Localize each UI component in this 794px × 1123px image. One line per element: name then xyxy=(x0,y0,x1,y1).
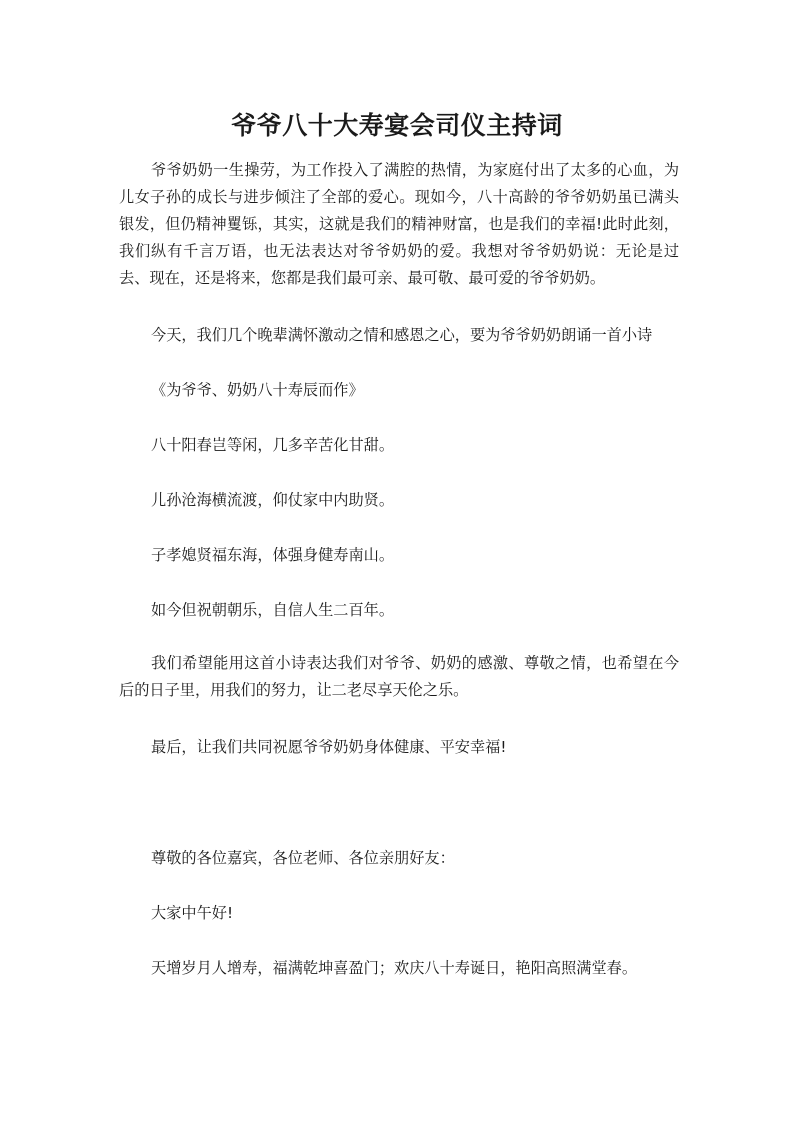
paragraph-intro: 爷爷奶奶一生操劳，为工作投入了满腔的热情，为家庭付出了太多的心血，为儿女子孙的成长与进步倾注了全部的爱心。现如今，八十高龄的爷爷奶奶虽已满头银发，但仍精神矍铄，其实，这就是我们的精神财富，也是我们的幸福!此时此刻，我们纵有千言万语，也无法表达对爷爷奶奶的爱。我想对爷爷奶奶说：无论是过去、现在，还是将来，您都是我们最可亲、最可敬、最可爱的爷爷奶奶。 xyxy=(119,161,679,287)
couplet-line: 天增岁月人增寿，福满乾坤喜盈门；欢庆八十寿诞日，艳阳高照满堂春。 xyxy=(151,959,637,977)
poem-line-3: 子孝媳贤福东海，体强身健寿南山。 xyxy=(151,546,394,564)
paragraph-closing: 最后，让我们共同祝愿爷爷奶奶身体健康、平安幸福! xyxy=(151,738,507,756)
greeting-guests: 尊敬的各位嘉宾，各位老师、各位亲朋好友： xyxy=(151,849,455,867)
paragraph-wish: 我们希望能用这首小诗表达我们对爷爷、奶奶的感激、尊敬之情，也希望在今后的日子里，用我们的努力，让二老尽享天伦之乐。 xyxy=(119,654,679,699)
poem-line-4: 如今但祝朝朝乐，自信人生二百年。 xyxy=(151,601,394,619)
poem-line-2: 儿孙沧海横流渡，仰仗家中内助贤。 xyxy=(151,491,394,509)
poem-title: 《为爷爷、奶奶八十寿辰而作》 xyxy=(151,381,364,399)
document-title: 爷爷八十大寿宴会司仪主持词 xyxy=(231,111,563,140)
poem-line-1: 八十阳春岂等闲，几多辛苦化甘甜。 xyxy=(151,436,394,454)
greeting-noon: 大家中午好! xyxy=(151,904,234,922)
paragraph-poem-intro: 今天，我们几个晚辈满怀激动之情和感恩之心，要为爷爷奶奶朗诵一首小诗 xyxy=(151,326,653,344)
